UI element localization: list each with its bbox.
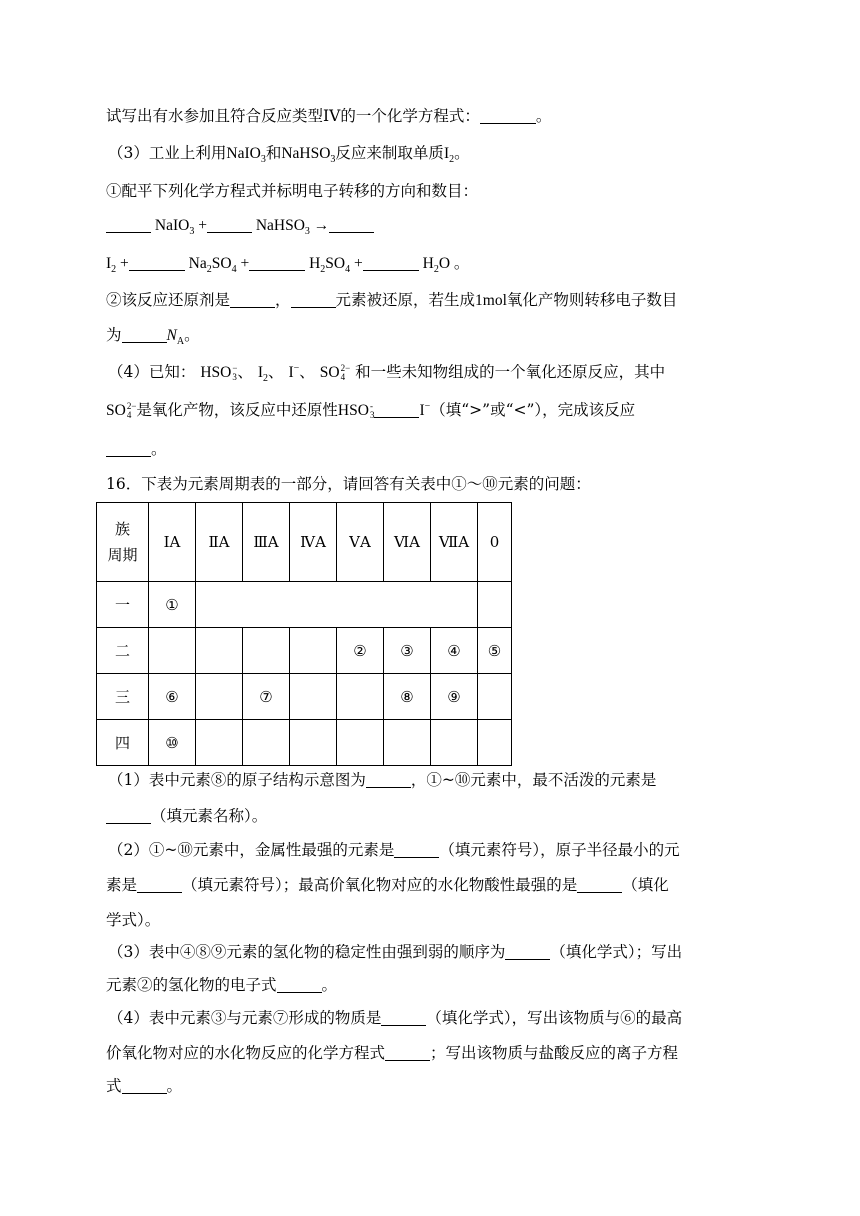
q15-4-text-c: 是氧化产物，该反应中还原性 <box>136 401 338 419</box>
table-cell <box>196 674 243 720</box>
formula-na2so4: Na <box>188 255 207 272</box>
q16-3-text-a: （3）表中④⑧⑨元素的氢化物的稳定性由强到弱的顺序为 <box>108 943 506 961</box>
q16-2-line-2 <box>106 875 669 895</box>
table-cell <box>243 628 290 674</box>
sub: 2 <box>206 264 212 276</box>
answer-blank[interactable] <box>137 877 182 893</box>
formula-nahso3: NaHSO <box>281 145 331 162</box>
punct: 、 <box>237 363 253 381</box>
sup: − <box>424 400 431 412</box>
table-cell: ⑥ <box>149 674 196 720</box>
formula-i2: I <box>257 364 264 381</box>
table-cell <box>337 674 384 720</box>
answer-blank[interactable] <box>122 327 167 343</box>
table-corner <box>97 503 149 582</box>
table-row <box>97 582 512 628</box>
answer-blank[interactable] <box>366 772 411 788</box>
period-label: 二 <box>97 628 149 674</box>
punct: 。 <box>184 326 200 344</box>
sub: 3 <box>330 154 336 166</box>
table-cell: ⑧ <box>384 674 431 720</box>
group-header: ⅥA <box>384 503 431 582</box>
q15-3-text-a: （3）工业上利用 <box>108 144 227 162</box>
sub2-text-c: 元素被还原，若生成 <box>335 291 476 309</box>
q16-2-line-3 <box>106 910 160 930</box>
table-cell: ⑦ <box>243 674 290 720</box>
q16-2-text-a: （2）①~⑩元素中，金属性最强的元素是 <box>108 841 395 859</box>
coef-blank[interactable] <box>329 217 374 233</box>
group-header: ⅡA <box>196 503 243 582</box>
table-header-row <box>97 503 512 582</box>
plus-sign: + <box>198 217 207 234</box>
formula-part: SO <box>211 255 232 272</box>
q16-2-text-f: 学式）。 <box>106 911 161 929</box>
sub: 3 <box>369 410 375 421</box>
table-cell <box>384 720 431 766</box>
q15-4-line-2 <box>106 400 635 421</box>
group-header: ⅠA <box>149 503 196 582</box>
q16-4-text-a: （4）表中元素③与元素⑦形成的物质是 <box>108 1009 382 1027</box>
group-header: 0 <box>478 503 512 582</box>
sub: 3 <box>189 226 195 238</box>
sub: 2 <box>433 264 439 276</box>
table-row <box>97 674 512 720</box>
formula-naio3: NaIO <box>226 145 261 162</box>
formula-so4: SO <box>319 364 340 381</box>
period-label: 一 <box>97 582 149 628</box>
q16-2-text-c: 素是 <box>106 876 138 894</box>
formula-part: SO <box>325 255 346 272</box>
table-row <box>97 628 512 674</box>
table-cell <box>243 720 290 766</box>
sub: 2 <box>449 154 455 166</box>
answer-blank[interactable] <box>381 1010 426 1026</box>
answer-blank[interactable] <box>106 441 151 457</box>
formula-h2so4: H <box>309 255 321 272</box>
intro-tail: 。 <box>535 107 552 125</box>
sub: 4 <box>126 410 132 421</box>
q16-1-line-2 <box>106 806 267 826</box>
q15-4-text-a: （4）已知： <box>108 363 196 381</box>
sup: − <box>293 362 300 374</box>
answer-blank[interactable] <box>277 977 322 993</box>
formula-so4: SO <box>106 402 126 419</box>
q16-3-text-c: 元素②的氢化物的电子式 <box>106 976 277 994</box>
q15-4-text-d: （填“>”或“<”），完成该反应 <box>430 401 636 419</box>
plus-sign: + <box>353 255 363 272</box>
table-cell <box>478 582 512 628</box>
corner-bottom: 周期 <box>107 546 138 564</box>
intro-line <box>106 106 551 126</box>
intro-text: 试写出有水参加且符合反应类型IV的一个化学方程式： <box>106 107 480 125</box>
equation-line-2 <box>106 254 469 274</box>
answer-blank[interactable] <box>505 944 550 960</box>
q15-3-line <box>108 143 470 164</box>
q16-title <box>106 474 591 494</box>
mol-text: 1mol <box>475 292 507 309</box>
sup: 2− <box>340 363 351 374</box>
coef-blank[interactable] <box>129 255 185 271</box>
q15-3-sub1 <box>106 181 478 201</box>
q16-2-text-b: （填元素符号），原子半径最小的元 <box>439 841 680 859</box>
sub: 2 <box>263 373 269 385</box>
q16-2-text-d: （填元素符号）；最高价氧化物对应的水化物酸性最强的是 <box>182 876 578 894</box>
q16-3-text-b: （填化学式）；写出 <box>550 943 683 961</box>
coef-blank[interactable] <box>249 255 305 271</box>
q16-3-line <box>108 942 682 962</box>
sub: 4 <box>231 264 237 276</box>
answer-blank[interactable] <box>394 842 439 858</box>
formula-part: O <box>438 255 451 272</box>
formula-naio3: NaIO <box>154 217 190 234</box>
sub2-text-a: ②该反应还原剂是 <box>106 291 231 309</box>
table-cell: ① <box>149 582 196 628</box>
q15-3-text-b: 反应来制取单质 <box>335 144 444 162</box>
table-cell <box>431 720 478 766</box>
q16-4-text-d: ；写出该物质与盐酸反应的离子方程 <box>430 1044 679 1062</box>
table-cell <box>290 674 337 720</box>
group-header: ⅦA <box>431 503 478 582</box>
plus-sign: + <box>120 255 129 272</box>
coef-blank[interactable] <box>106 217 151 233</box>
equation-line-1 <box>106 216 374 236</box>
corner-top: 族 <box>114 520 130 538</box>
table-cell: ⑨ <box>431 674 478 720</box>
q16-1-line <box>108 770 656 790</box>
answer-blank[interactable] <box>577 877 622 893</box>
q16-4-line <box>108 1008 682 1028</box>
punct: 。 <box>151 440 167 458</box>
sup: − <box>232 363 238 374</box>
group-header: ⅤA <box>337 503 384 582</box>
q16-4-text-b: （填化学式），写出该物质与⑥的最高 <box>426 1009 683 1027</box>
q16-4-line-2 <box>106 1043 678 1063</box>
table-cell: ② <box>337 628 384 674</box>
sub: 4 <box>340 372 346 383</box>
table-cell: ⑩ <box>149 720 196 766</box>
formula-h2o: H <box>422 255 434 272</box>
punct: 。 <box>454 144 470 162</box>
sub: A <box>176 336 185 348</box>
q15-4-line <box>108 362 665 383</box>
coef-blank[interactable] <box>207 217 252 233</box>
period-label: 三 <box>97 674 149 720</box>
answer-blank[interactable] <box>385 1045 430 1061</box>
sup: - <box>369 401 373 412</box>
sub: 3 <box>260 154 266 166</box>
q16-title-text: 16．下表为元素周期表的一部分，请回答有关表中①～⑩元素的问题： <box>106 475 591 493</box>
arrow-icon: → <box>313 217 330 234</box>
q16-2-text-e: （填化 <box>622 876 669 894</box>
answer-blank[interactable] <box>230 292 275 308</box>
answer-blank[interactable] <box>291 292 336 308</box>
q16-2-line <box>108 840 680 860</box>
table-row <box>97 720 512 766</box>
sub: 2 <box>320 264 326 276</box>
sub: 3 <box>232 372 237 383</box>
table-cell: ⑤ <box>478 628 512 674</box>
q15-4-line-3 <box>106 439 167 459</box>
punct: 。 <box>321 976 338 994</box>
table-cell: ③ <box>384 628 431 674</box>
formula-hso3: HSO <box>200 364 232 381</box>
q16-1-text-c: （填元素名称）。 <box>151 807 268 825</box>
formula-iodide: I <box>419 402 425 419</box>
q16-1-text-b: ，①~⑩元素中，最不活泼的元素是 <box>410 771 657 789</box>
q16-3-line-2 <box>106 975 337 995</box>
punct: 、 <box>268 363 284 381</box>
q16-4-line-3 <box>106 1076 182 1096</box>
q16-4-text-c: 价氧化物对应的水化物反应的化学方程式 <box>106 1044 386 1062</box>
q15-3-sub2 <box>106 290 677 311</box>
punct: ， <box>275 291 291 309</box>
answer-blank[interactable] <box>106 808 151 824</box>
table-cell <box>196 720 243 766</box>
formula-iodide: I <box>288 364 294 381</box>
q16-1-text-a: （1）表中元素⑧的原子结构示意图为 <box>108 771 366 789</box>
formula-nahso3: NaHSO <box>255 217 305 234</box>
period-label: 四 <box>97 720 149 766</box>
formula-i2: I <box>106 255 112 272</box>
punct: 。 <box>166 1077 183 1095</box>
q15-3-sub2-cont <box>106 325 200 346</box>
formula-i2: I <box>443 145 450 162</box>
sub1-text: ①配平下列化学方程式并标明电子转移的方向和数目： <box>106 182 479 200</box>
conj: 和 <box>265 144 282 162</box>
sub: 3 <box>304 226 310 238</box>
group-header: ⅢA <box>243 503 290 582</box>
answer-blank[interactable] <box>480 108 536 124</box>
sup: 2− <box>126 401 137 412</box>
table-cell: ④ <box>431 628 478 674</box>
coef-blank[interactable] <box>363 255 419 271</box>
table-cell <box>290 628 337 674</box>
punct: 、 <box>299 363 315 381</box>
formula-hso3: HSO <box>337 402 369 419</box>
q15-4-text-b: 和一些未知物组成的一个氧化还原反应，其中 <box>355 363 666 381</box>
plus-sign: + <box>240 255 250 272</box>
table-cell <box>478 720 512 766</box>
table-cell <box>337 720 384 766</box>
sub2-text-d: 氧化产物则转移电子数目 <box>506 291 678 309</box>
answer-blank[interactable] <box>122 1078 167 1094</box>
group-header: ⅣA <box>290 503 337 582</box>
periodic-table <box>96 502 512 766</box>
table-cell <box>196 628 243 674</box>
q16-4-text-e: 式 <box>106 1077 122 1095</box>
table-cell <box>290 720 337 766</box>
sub: 4 <box>345 264 351 276</box>
compare-blank[interactable] <box>374 402 419 418</box>
table-cell-merged <box>196 582 478 628</box>
punct: 。 <box>453 255 470 272</box>
avogadro-symbol: N <box>166 327 177 344</box>
table-cell <box>478 674 512 720</box>
table-cell <box>149 628 196 674</box>
sub: 2 <box>111 264 117 276</box>
sub2-text-e: 为 <box>106 326 122 344</box>
